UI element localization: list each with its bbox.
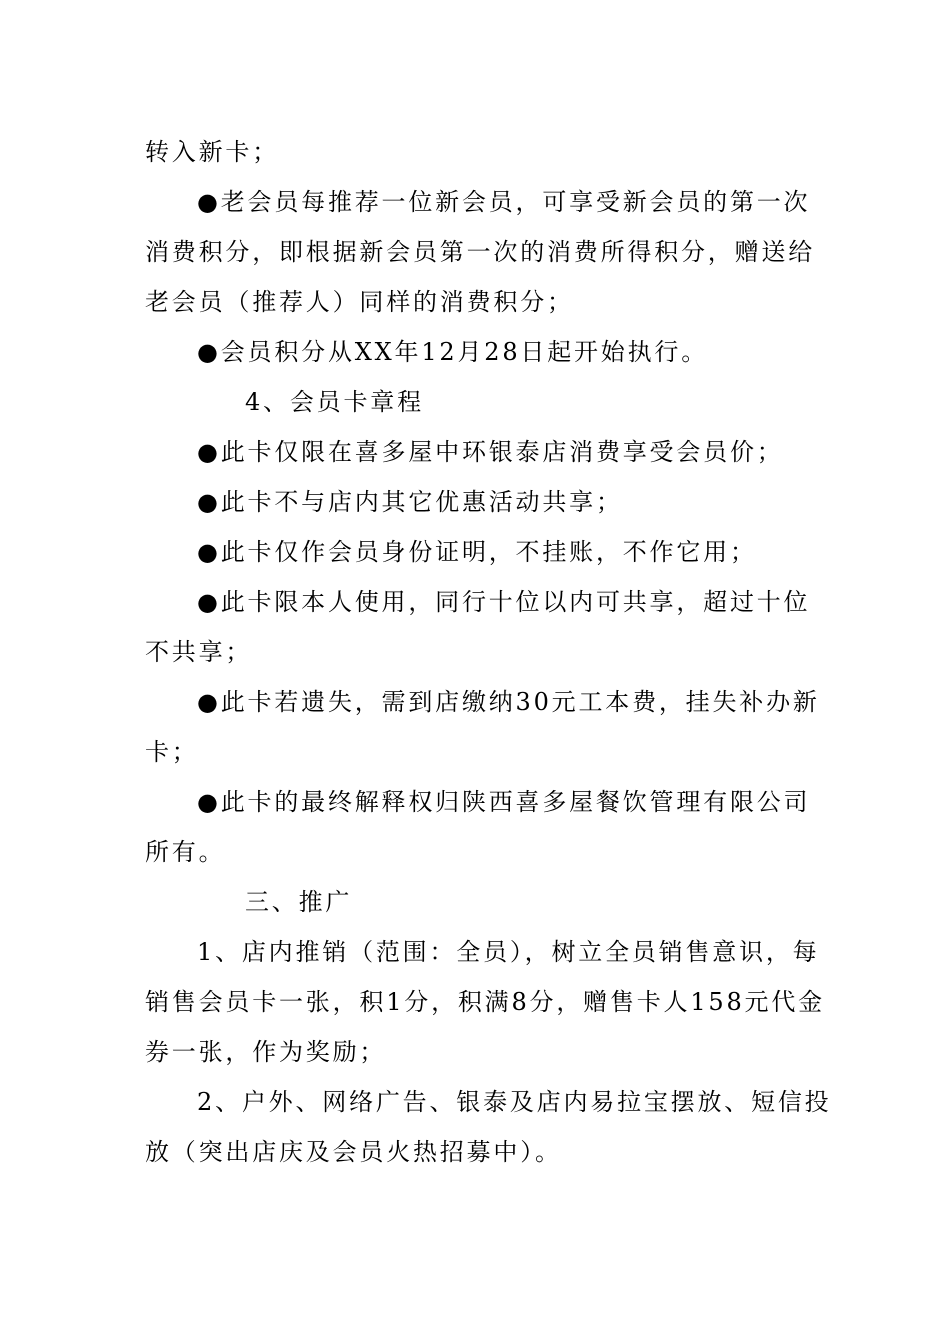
text-line: 转入新卡；: [145, 138, 279, 166]
bullet-line: ●老会员每推荐一位新会员，可享受新会员的第一次: [197, 188, 811, 216]
bullet-line: ●此卡仅限在喜多屋中环银泰店消费享受会员价；: [197, 438, 784, 466]
bullet-line: ●此卡的最终解释权归陕西喜多屋餐饮管理有限公司: [197, 788, 811, 816]
text-line: 放（突出店庆及会员火热招募中）。: [145, 1138, 562, 1166]
text-line: 2、户外、网络广告、银泰及店内易拉宝摆放、短信投: [197, 1088, 832, 1116]
text-line: 销售会员卡一张，积1分，积满8分，赠售卡人158元代金: [145, 988, 825, 1016]
bullet-line: ●此卡限本人使用，同行十位以内可共享，超过十位: [197, 588, 811, 616]
bullet-line: ●此卡不与店内其它优惠活动共享；: [197, 488, 623, 516]
text-line: 老会员（推荐人）同样的消费积分；: [145, 288, 574, 316]
bullet-line: ●会员积分从XX年12月28日起开始执行。: [197, 338, 708, 366]
text-line: 不共享；: [145, 638, 253, 666]
section-heading: 4、会员卡章程: [245, 388, 424, 416]
text-line: 1、店内推销（范围：全员），树立全员销售意识，每: [197, 938, 820, 966]
bullet-line: ●此卡仅作会员身份证明，不挂账，不作它用；: [197, 538, 757, 566]
text-line: 券一张，作为奖励；: [145, 1038, 387, 1066]
text-line: 所有。: [145, 838, 226, 866]
text-line: 消费积分，即根据新会员第一次的消费所得积分，赠送给: [145, 238, 815, 266]
bullet-line: ●此卡若遗失，需到店缴纳30元工本费，挂失补办新: [197, 688, 820, 716]
text-line: 卡；: [145, 738, 199, 766]
section-heading: 三、推广: [245, 888, 353, 916]
